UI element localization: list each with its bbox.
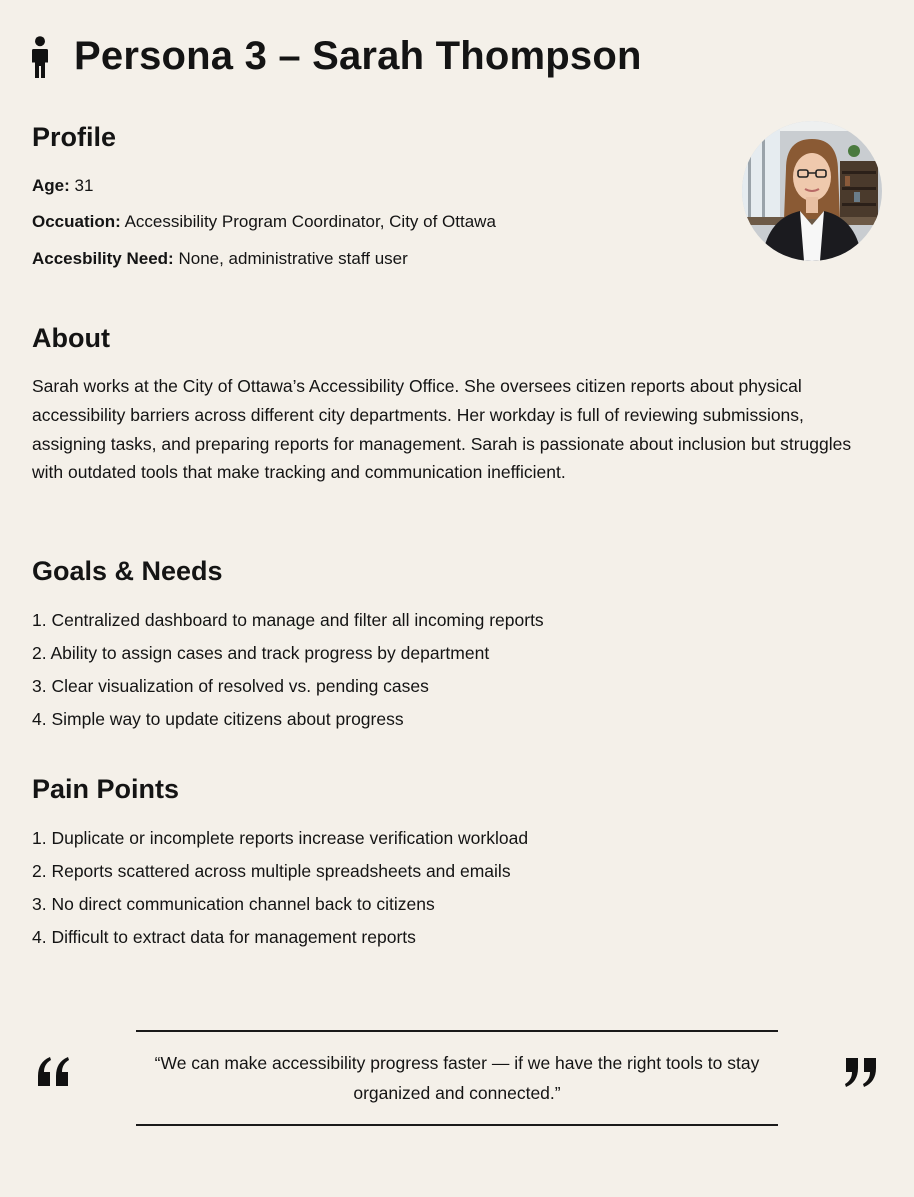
age-field [32,176,93,196]
list-item: 1. Centralized dashboard to manage and filter all incoming reports [32,610,544,630]
list-item: 4. Simple way to update citizens about progress [32,709,404,729]
avatar [742,121,882,261]
age-label: Age: [32,176,70,195]
list-item: 2. Ability to assign cases and track progress by department [32,643,490,663]
page-header [32,34,642,79]
list-item: 4. Difficult to extract data for management reports [32,927,416,947]
profile-heading: Profile [32,122,117,152]
open-quote-icon [34,1056,72,1086]
pain-points-list [32,826,528,958]
pain-points-heading: Pain Points [32,774,180,804]
about-heading: About [32,323,110,353]
quote-text: “We can make accessibility progress faster — if we have the right tools to stay organized and connected.” [154,1053,760,1103]
goals-heading: Goals & Needs [32,556,223,586]
about-text: Sarah works at the City of Ottawa’s Accessibility Office. She oversees citizen reports about physical accessibility barriers across different city departments. Her workday is full of reviewing submissions, assigning tasks, and preparing reports for management. Sarah is passionate about inclusion but struggles with outdated tools that make tracking and communication inefficient. [32,376,852,483]
accessibility-need-label: Accesbility Need: [32,249,174,268]
occupation-value: Accessibility Program Coordinator, City of Ottawa [124,212,496,231]
list-item: 3. Clear visualization of resolved vs. pending cases [32,676,429,696]
age-value: 31 [74,176,94,195]
list-item: 1. Duplicate or incomplete reports increase verification workload [32,828,529,848]
page-title: Persona 3 – Sarah Thompson [74,34,642,78]
list-item: 2. Reports scattered across multiple spreadsheets and emails [32,861,511,881]
quote-block [136,1030,778,1126]
occupation-label: Occuation: [32,212,121,231]
accessibility-need-value: None, administrative staff user [178,249,408,268]
goals-list [32,608,544,740]
occupation-field [32,212,496,232]
list-item: 3. No direct communication channel back to citizens [32,894,435,914]
accessibility-need-field [32,249,408,269]
person-icon [32,36,48,78]
close-quote-icon [843,1058,881,1088]
